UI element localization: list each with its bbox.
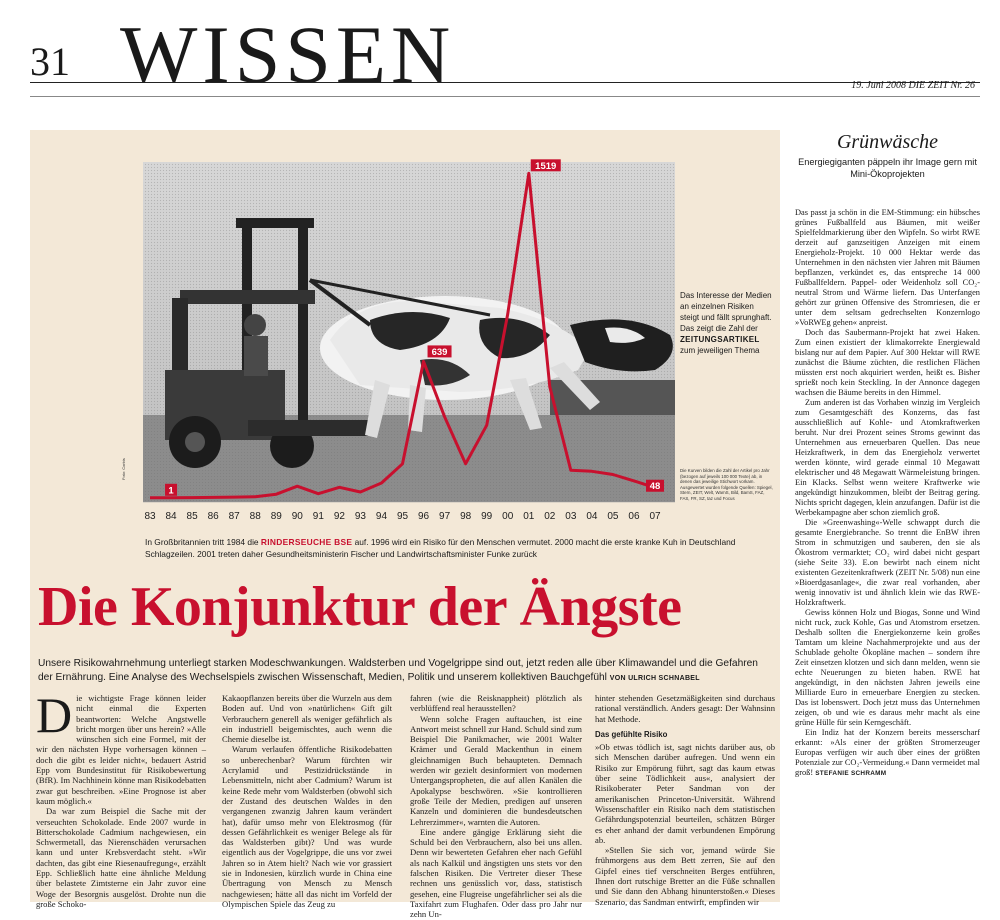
paragraph: Kakaopflanzen bereits über die Wurzeln aus dem Boden auf. Und von »natürlichen« Gift gilt Verbrauchern generell als weniger gefährlich als ein industriell beigemischtes, auch wenn die Chemie dieselbe ist.	[222, 693, 392, 745]
x-tick-label: 85	[186, 511, 198, 522]
sidebar-subtitle: Energiegiganten päppeln ihr Image gern mit Mini-Ökoprojekten	[798, 157, 977, 179]
paragraph	[795, 728, 980, 779]
x-tick-label: 93	[354, 511, 366, 522]
x-tick-label: 01	[523, 511, 535, 522]
x-tick-label: 99	[481, 511, 493, 522]
article-column-3	[410, 693, 582, 920]
data-label	[646, 480, 664, 493]
data-label-text: 639	[431, 346, 448, 358]
x-tick-label: 90	[291, 511, 303, 522]
masthead	[0, 0, 1000, 100]
paragraph: Doch das Saubermann-Projekt hat zwei Haken. Zum einen existiert der klimakorrekte Energiewald bislang nur auf dem Papier. Auf 300 Hektar will RWE zunächst die Bäume züchten, die restlichen Flächen müssten erst noch akquiriert werden, heißt es. Bisher sprießt noch kein Steckling. In der Annonce dagegen wachsen die Bäume bereits in den Himmel.	[795, 328, 980, 397]
paragraph: »Ob etwas tödlich ist, sagt nichts darüber aus, ob sich Menschen darüber aufregen. Und wenn ein Risiko zur Empörung führt, sagt das kaum etwas über seine Tödlichkeit aus«, analysiert der Risikoberater Peter Sandman von der amerikanischen Princeton-Universität. Während Wissenschaftler ein Risiko nach dem statistischen Gefährdungspotenzial beurteilen, schätzen Bürger es eher anhand der damit verbundenen Empörung ab.	[595, 742, 775, 845]
sidebar-body	[795, 208, 980, 779]
issue-date-line: 19. Juni 2008 DIE ZEIT Nr. 26	[851, 80, 975, 91]
article-headline: Die Konjunktur der Ängste	[38, 576, 682, 638]
x-tick-label: 83	[144, 511, 156, 522]
x-tick-label: 95	[396, 511, 409, 522]
paragraph: fahren (wie die Reisknappheit) plötzlich als verblüffend real herausstellen?	[410, 693, 582, 714]
data-label-text: 1519	[535, 160, 557, 172]
x-tick-label: 03	[565, 511, 577, 522]
sidebar-closing: Ein Indiz hat der Konzern bereits messerscharf erkannt: »Als einer der größten Stromerzeuger Europas verfügen wir auch über eines der größten Potenziale zur CO₂-Vermeidung.« Dann vermeidet mal groß!	[795, 728, 980, 777]
data-label	[531, 159, 561, 172]
masthead-rule-lower	[30, 96, 980, 97]
data-label	[165, 484, 177, 497]
x-tick-label: 91	[312, 511, 324, 522]
chart-source-note: Die Kurven bilden die Zahl der Artikel pro Jahr (bezogen auf jeweils 100 000 Texte) ab, in denen das jeweilige Stichwort vorkam. Ausgewertet wurden folgende Quellen: Spiegel, Stern, ZEIT, Welt, WamS, Bild, BamS, FAZ, FAS, FR, SZ, taz und Focus	[680, 468, 773, 501]
data-label-text: 48	[649, 481, 661, 493]
data-label-text: 1	[168, 485, 174, 497]
x-tick-label: 97	[439, 511, 451, 522]
data-label	[428, 345, 452, 358]
drop-cap: D	[36, 687, 73, 743]
paragraph: hinter stehenden Gesetzmäßigkeiten sind durchaus rational verständlich. Anders gesagt: Der Wahnsinn hat Methode.	[595, 693, 775, 724]
x-tick-label: 84	[165, 511, 177, 522]
paragraph: Das passt ja schön in die EM-Stimmung: ein hübsches grünes Fußballfeld aus Bäumen, mit weißer Spielfeldmarkierung über den Wipfeln. So wirbt RWE derzeit auf ganzseitigen Anzeigen mit einem Energieholz-Projekt. 10 000 Hektar werde das Unternehmen in den nächsten vier Jahren mit Bäumen bepflanzen, verkündet es, das entspreche 14 000 Fußballfeldern. Pappel- oder Weidenholz soll CO₂-neutral Strom und Wärme liefern. Das Unterfangen gehört zur grünen Offensive des Stromriesen, die er unter dem seltsam gedrechselten Konzernlogo »VoRWEg gehen« anpreist.	[795, 208, 980, 327]
sidebar-article	[795, 130, 980, 902]
x-tick-label: 92	[333, 511, 345, 522]
sidebar-author: STEFANIE SCHRAMM	[815, 770, 887, 777]
paragraph: Da war zum Beispiel die Sache mit der verseuchten Schokolade. Ende 2007 wurde in Bitterschokolade Cadmium nachgewiesen, ein Schwermetall, das Nierenschäden verursachen kann und unter Krebsverdacht steht. »Wir dachten, das gibt eine Riesenaufregung«, erzählt Epp. Schließlich hatte eine ähnliche Meldung über belastete Zimtsterne ein Jahr zuvor eine Woge der Besorgnis ausgelöst. Drohte nun die große Schoko-	[36, 806, 206, 909]
chart-annotation-tail: zum jeweiligen Thema	[680, 346, 760, 355]
x-tick-label: 07	[649, 511, 661, 522]
sidebar-title: Grünwäsche	[836, 131, 939, 153]
x-tick-label: 02	[544, 511, 556, 522]
x-axis-ticks	[144, 511, 661, 522]
paragraph: ie wichtigste Frage können leider nicht einmal die Experten beantworten: Welche Angstwelle bricht morgen über uns herein? »Alle wünschen sich eine Formel, mit der wir den nächsten Hype vorhersagen können – doch die gibt es leider nicht«, bedauert Astrid Epp vom Bundesinstitut für Risikobewertung (BfR). Im Nachhinein könne man Risikodebatten zwar gut beschreiben. »Eine Prognose ist aber kaum möglich.«	[36, 693, 206, 806]
subhead-text: Unsere Risikowahrnehmung unterliegt starken Modeschwankungen. Waldsterben und Vogelgrippe sind out, jetzt reden alle über Klimawandel und die Gefahren der Ernährung. Eine Analyse des Wechselspiels zwischen Wissenschaft, Medien, Politik und unserem kollektiven Bauchgefühl	[38, 658, 758, 683]
bse-article-chart	[30, 130, 780, 530]
paragraph: Die »Greenwashing«-Welle schwappt durch die gesamte Energiebranche. So trennt die EnBW ihren Strom in schmutzigen und sauberen, den sie als Ökostrom vermarktet; CO₂ wird dabei nicht gespart (siehe Seite 33). E.on bewirbt nach einem nicht existenten Gezeitenkraftwerk (ZEIT Nr. 5/08) nun eine »Bioerdgasanlage«, die zwar real vorhanden, aber wenig innovativ ist und ähnlich klein wie das RWE-Holzkraftwerk.	[795, 518, 980, 607]
x-tick-label: 94	[375, 511, 388, 522]
masthead-rule	[30, 82, 980, 83]
x-tick-label: 86	[207, 511, 219, 522]
byline: VON ULRICH SCHNABEL	[609, 675, 700, 682]
article-column-4	[595, 693, 775, 907]
caption-highlight: RINDERSEUCHE BSE	[260, 537, 353, 547]
paragraph: Gewiss können Holz und Biogas, Sonne und Wind nicht ruck, zuck Kohle, Gas und Atomstrom ersetzen. Deshalb sollten die Energiekonzerne kein großes Tamtam um kleine Nachahmerprojekte und aus der Schublade geholte Ökopläne machen – sondern ihre Zeit einsetzen klotzen und sich dann melden, wenn sie echte Neuerungen zu bieten haben. RWE hat angekündigt, in den nächsten Jahren jeweils eine Milliarde Euro in erneuerbare Energien zu stecken. Das ist lobenswert. Doch jetzt muss das Unternehmen zeigen, ob und wie es daraus mehr macht als eine grüne Hülle für sein Kerngeschäft.	[795, 608, 980, 727]
section-title: WISSEN	[120, 9, 456, 100]
section-subheading: Das gefühlte Risiko	[595, 729, 668, 739]
chart-caption	[145, 536, 765, 560]
chart-annotation-text: Das Interesse der Medien an einzelnen Risiken steigt und fällt sprunghaft. Das zeigt die Zahl der	[680, 291, 772, 333]
x-tick-label: 05	[607, 511, 619, 522]
caption-after: auf. 1996 wird ein Risiko für den Menschen vermutet. 2000 macht die erste kranke Kuh in Deutschland Schlagzeilen. 2001 treten daher Gesundheitsministerin Fischer und Landwirtschaftsminister Funke zurück	[145, 537, 736, 559]
paragraph: Warum verlaufen öffentliche Risikodebatten so unberechenbar? Warum fürchten wir Acrylamid und Pestizidrückstände in Lebensmitteln, nicht aber Cadmium? Warum ist keine Rede mehr vom Waldsterben (obwohl sich der Zustand des deutschen Waldes in den vergangenen zwanzig Jahren kaum verändert hat), dafür umso mehr von Elektrosmog (für dessen Gefährlichkeit es weniger Belege als für das Waldsterben gibt)? Und was wurde eigentlich aus der Vogelgrippe, die uns vor zwei Jahren so in Atem hielt? Nach wie vor grassiert sie in Indonesien, kürzlich wurde in China eine Übertragung von Mensch zu Mensch nachgewiesen; hätte all das nicht im Vorfeld der Olympischen Spiele das Zeug zu	[222, 744, 392, 909]
page-number: 31	[30, 39, 70, 84]
paragraph: Zum anderen ist das Vorhaben winzig im Vergleich zum Gesamtgeschäft des Konzerns, das fast ausschließlich auf Kohle- und Atomkraftwerken beruht. Nur drei Prozent seines Stroms gewinnt das Unternehmen aus erneuerbaren Quellen. Das neue Heizkraftwerk, in dem das Energieholz verwertet werden könnte, wird gerade einmal 10 Megawatt elektrischer und 48 Megawatt Wärmeleistung bringen. Ein Klacks. Selbst wenn weitere Kraftwerke wie angekündigt hinzukommen, bleibt der Beitrag gering. Nichts spricht dagegen, klein anzufangen. Dafür ist die Werbekampagne aber schon ziemlich groß.	[795, 398, 980, 517]
x-tick-label: 98	[460, 511, 472, 522]
paragraph: Wenn solche Fragen auftauchen, ist eine Antwort meist schnell zur Hand. Schuld sind zum Beispiel Die Panikmacher, wie 2001 Walter Krämer und Gerald Mackenthun in einem gleichnamigen Buch behaupteten. Demnach werden wir gezielt desinformiert von modernen Untergangspropheten, die auf allen Kanälen die Apokalypse beschwören. »Sie kontrollieren große Teile der Medien, predigen auf unseren Kanzeln und dominieren die bundesdeutschen Lehrerzimmer«, warnten die Autoren.	[410, 713, 582, 827]
article-subhead	[38, 657, 773, 686]
paragraph: Eine andere gängige Erklärung sieht die Schuld bei den Verbrauchern, also bei uns allen. Denn wir bewerteten Gefahren eher nach Gefühl als nach Kalkül und ängstigten uns stets vor den falschen Risiken. Die Vertreter dieser These rechnen uns genüsslich vor, dass, statistisch gesehen, eine Flugreise ungefährlicher sei als die Taxifahrt zum Flughafen. Oder dass pro Jahr nur zehn Un-	[410, 826, 582, 920]
x-tick-label: 96	[417, 511, 430, 522]
x-tick-label: 89	[270, 511, 282, 522]
article-column-2	[222, 693, 392, 909]
caption-before: In Großbritannien tritt 1984 die	[145, 537, 261, 547]
chart-annotation	[680, 290, 775, 356]
x-tick-label: 88	[249, 511, 261, 522]
article-column-1	[36, 687, 206, 909]
chart-annotation-bold: ZEITUNGSARTIKEL	[680, 335, 760, 344]
x-tick-label: 00	[502, 511, 514, 522]
photo-forklift-cow	[143, 162, 675, 502]
photo-credit: Foto: Corbis	[121, 458, 126, 480]
x-tick-label: 04	[586, 511, 598, 522]
x-tick-label: 87	[228, 511, 240, 522]
x-tick-label: 06	[628, 511, 640, 522]
paragraph: »Stellen Sie sich vor, jemand würde Sie frühmorgens aus dem Bett zerren, Sie auf den Gipfel eines tief verschneiten Berges entführen, Ihnen dort rutschige Bretter an die Füße schnallen und Sie dann den Abhang hinunterstoßen.« Dieses Szenario, das Sandman entwirft, empfinden wir	[595, 845, 775, 907]
